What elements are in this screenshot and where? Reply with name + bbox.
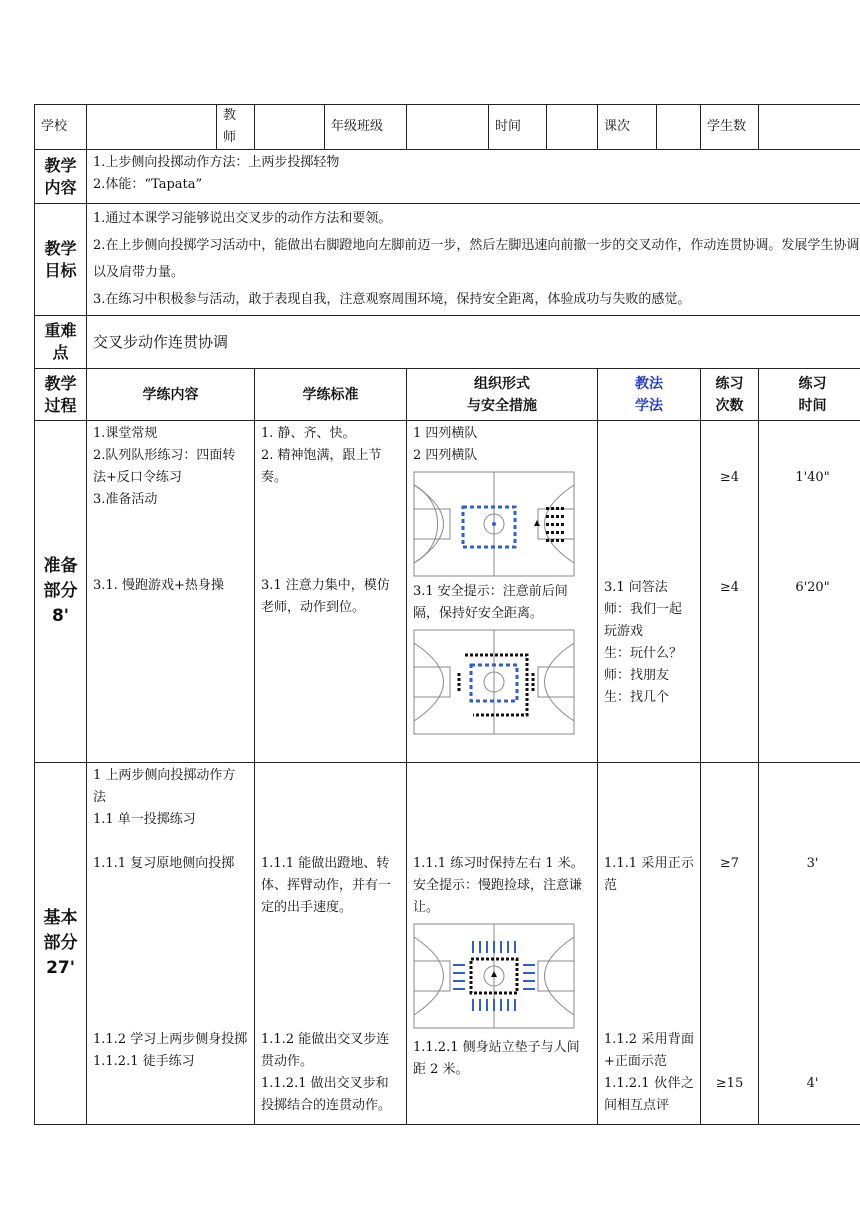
difficulty-label: 重难点 — [35, 316, 87, 369]
basic-label: 基本 部分 27' — [35, 763, 87, 1125]
prep-standard-2: 2. 精神饱满，跟上节奏。 — [261, 448, 382, 485]
col-standard-header: 学练标准 — [255, 369, 407, 421]
prep-method-5: 生：找几个 — [604, 690, 670, 705]
col-times-header — [701, 369, 759, 421]
objective-2: 2.在上步侧向投掷学习活动中，能做出右脚蹬地向左脚前迈一步，然后左脚迅速向前撤一步的交叉动作，作动连贯协调。发展学生协调以及肩带力量。 — [93, 238, 860, 280]
school-value[interactable] — [87, 105, 217, 150]
content-line-1: 1.上步侧向投掷动作方法：上两步投掷轻物 — [93, 155, 340, 170]
col-duration-header — [759, 369, 860, 421]
prep-content-4: 3.1. 慢跑游戏+热身操 — [93, 578, 224, 593]
basic-content-3: 1.1.1 复习原地侧向投掷 — [93, 856, 235, 871]
col-times-header-line-1: 练习 — [715, 375, 744, 392]
prep-standard-3: 3.1 注意力集中，模仿老师，动作到位。 — [261, 578, 390, 615]
objectives-row — [35, 204, 860, 316]
prep-method-4: 师：找朋友 — [604, 668, 670, 683]
teacher-label: 教师 — [217, 105, 255, 150]
basic-standard-2: 1.1.2 能做出交叉步连贯动作。 — [261, 1032, 390, 1069]
lesson-value[interactable] — [657, 105, 701, 150]
content-label: 教学内容 — [35, 150, 87, 204]
prep-method-3: 生：玩什么？ — [604, 646, 683, 661]
basic-method-2: 1.1.2 采用背面+正面示范 — [604, 1032, 694, 1069]
objective-1: 1.通过本课学习能够说出交叉步的动作方法和要领。 — [93, 211, 392, 226]
prep-content-1: 1.课堂常规 — [93, 426, 158, 441]
court-diagram-jog-game — [413, 629, 575, 735]
basic-method-3: 1.1.2.1 伙伴之间相互点评 — [604, 1076, 694, 1113]
prep-standard-1: 1. 静、齐、快。 — [261, 426, 356, 441]
students-value[interactable] — [759, 105, 860, 150]
objectives-text — [87, 204, 860, 316]
prep-duration-2: 6'20" — [795, 580, 830, 595]
prep-times — [701, 421, 759, 763]
court-diagram-throw-practice — [413, 923, 575, 1029]
basic-times-2: ≥15 — [715, 1076, 744, 1091]
prep-content-2: 2.队列队形练习：四面转法+反口令练习 — [93, 448, 236, 485]
court-diagram-formation — [413, 471, 575, 577]
difficulty-text: 交叉步动作连贯协调 — [87, 316, 860, 369]
basic-duration-1: 3' — [806, 856, 819, 871]
prep-org-1: 1 四列横队 — [413, 426, 478, 441]
basic-org — [407, 763, 598, 1125]
teacher-value[interactable] — [255, 105, 325, 150]
prep-times-1: ≥4 — [719, 470, 740, 485]
basic-standard-3: 1.1.2.1 做出交叉步和投掷结合的连贯动作。 — [261, 1076, 392, 1113]
prep-method — [598, 421, 701, 763]
prep-times-2: ≥4 — [719, 580, 740, 595]
students-label: 学生数 — [701, 105, 759, 150]
prep-content — [87, 421, 255, 763]
school-label: 学校 — [35, 105, 87, 150]
col-method-header — [598, 369, 701, 421]
prep-method-2: 师：我们一起玩游戏 — [604, 602, 683, 639]
basic-row — [35, 763, 860, 1125]
basic-standard — [255, 763, 407, 1125]
grade-label: 年级班级 — [325, 105, 407, 150]
prep-standard — [255, 421, 407, 763]
prep-label: 准备 部分 8' — [35, 421, 87, 763]
prep-org-3: 3.1 安全提示：注意前后间隔，保持好安全距离。 — [413, 584, 568, 621]
basic-duration — [759, 763, 860, 1125]
objectives-label: 教学目标 — [35, 204, 87, 316]
basic-content-2: 1.1 单一投掷练习 — [93, 812, 196, 827]
col-duration-header-line-2: 时间 — [798, 397, 827, 414]
prep-org — [407, 421, 598, 763]
time-label: 时间 — [489, 105, 547, 150]
col-org-header — [407, 369, 598, 421]
col-method-header-line-1: 教法 — [635, 375, 663, 392]
header-row — [35, 105, 860, 150]
basic-content-5: 1.1.2.1 徒手练习 — [93, 1054, 195, 1069]
basic-duration-2: 4' — [806, 1076, 819, 1091]
basic-method — [598, 763, 701, 1125]
difficulty-row — [35, 316, 860, 369]
basic-method-1: 1.1.1 采用正示范 — [604, 856, 694, 893]
prep-duration-1: 1'40" — [795, 470, 830, 485]
process-header-row — [35, 369, 860, 421]
basic-org-2: 1.1.2.1 侧身站立垫子与人间距 2 米。 — [413, 1040, 580, 1077]
time-value[interactable] — [547, 105, 598, 150]
prep-org-2: 2 四列横队 — [413, 448, 478, 463]
lesson-label: 课次 — [598, 105, 657, 150]
basic-times — [701, 763, 759, 1125]
col-content-header: 学练内容 — [87, 369, 255, 421]
content-line-2: 2.体能：“Tapata” — [93, 177, 203, 192]
grade-value[interactable] — [407, 105, 489, 150]
objective-3: 3.在练习中积极参与活动，敢于表现自我，注意观察周围环境，保持安全距离，体验成功与失败的感觉。 — [93, 292, 691, 307]
col-method-header-line-2: 学法 — [635, 397, 663, 414]
process-label: 教学过程 — [35, 369, 87, 421]
prep-row — [35, 421, 860, 763]
col-times-header-line-2: 次数 — [715, 397, 744, 414]
basic-content-1: 1 上两步侧向投掷动作方法 — [93, 768, 236, 805]
prep-duration — [759, 421, 860, 763]
prep-content-3: 3.准备活动 — [93, 492, 158, 507]
basic-standard-1: 1.1.1 能做出蹬地、转体、挥臂动作，并有一定的出手速度。 — [261, 856, 392, 915]
col-org-header-line-1: 组织形式 — [474, 375, 530, 392]
basic-content — [87, 763, 255, 1125]
prep-method-1: 3.1 问答法 — [604, 580, 668, 595]
content-text — [87, 150, 860, 204]
lesson-plan-table — [34, 104, 860, 1125]
basic-org-1: 1.1.1 练习时保持左右 1 米。安全提示：慢跑捡球，注意谦让。 — [413, 856, 584, 915]
content-row — [35, 150, 860, 204]
col-duration-header-line-1: 练习 — [798, 375, 827, 392]
basic-times-1: ≥7 — [719, 856, 740, 871]
col-org-header-line-2: 与安全措施 — [467, 397, 537, 414]
basic-content-4: 1.1.2 学习上两步侧身投掷 — [93, 1032, 248, 1047]
